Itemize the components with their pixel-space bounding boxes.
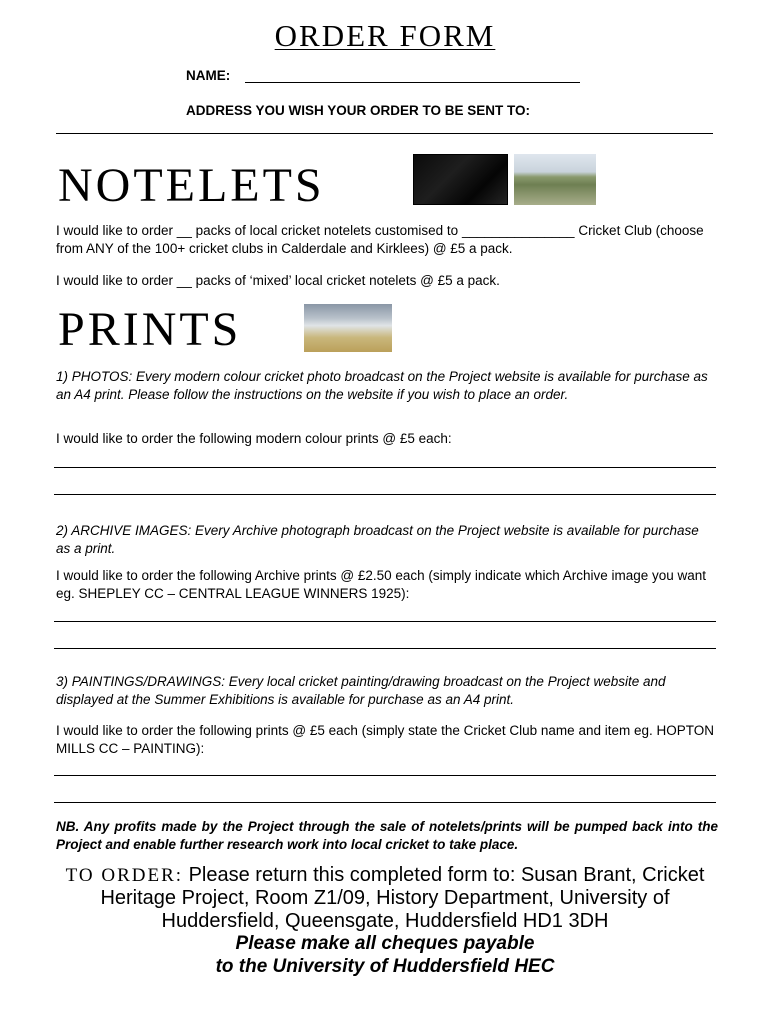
archive-order-text: I would like to order the following Archive prints @ £2.50 each (simply indicate which Archive image you want eg. SHEPLEY CC – CENTRAL LEAGUE WINNERS 1925): — [56, 568, 707, 601]
prints-heading: PRINTS — [58, 303, 242, 356]
notelet-photo-ground — [514, 154, 596, 205]
notelets-mixed-order-text: I would like to order __ packs of ‘mixed’ local cricket notelets @ £5 a pack. — [56, 273, 500, 288]
address-label: ADDRESS YOU WISH YOUR ORDER TO BE SENT TO: — [186, 103, 531, 118]
notelets-custom-order-text: I would like to order __ packs of local cricket notelets customised to _______________ Cricket Club (choose from ANY of the 100+ cricket clubs in Calderdale and Kirklees) @ £5 a pack. — [56, 223, 704, 256]
notelets-heading: NOTELETS — [58, 159, 325, 212]
to-order-address: Please return this completed form to: Susan Brant, Cricket Heritage Project, Room Z1/09, History Department, University of Huddersfield, Queensgate, Huddersfield HD1 3DH — [100, 864, 705, 932]
to-order-instructions — [40, 864, 730, 933]
page-title: ORDER FORM — [274, 18, 496, 53]
paintings-description: 3) PAINTINGS/DRAWINGS: Every local cricket painting/drawing broadcast on the Project website and displayed at the Summer Exhibitions is available for purchase as an A4 print. — [56, 674, 666, 707]
cheques-note — [40, 932, 730, 978]
photos-write-line[interactable] — [54, 494, 716, 495]
to-order-lead: TO ORDER: — [65, 865, 184, 886]
name-label: NAME: — [186, 68, 231, 83]
cheques-line-1: Please make all cheques payable — [235, 933, 535, 954]
cheques-line-2: to the University of Huddersfield HEC — [215, 956, 555, 977]
profits-note: NB. Any profits made by the Project through the sale of notelets/prints will be pumped back into the Project and enable further research work into local cricket to take place. — [56, 819, 718, 852]
paintings-write-line[interactable] — [54, 802, 716, 803]
notelet-photo-night — [413, 154, 508, 205]
paintings-write-line[interactable] — [54, 775, 716, 776]
archive-write-line[interactable] — [54, 621, 716, 622]
archive-write-line[interactable] — [54, 648, 716, 649]
paintings-order-text: I would like to order the following prints @ £5 each (simply state the Cricket Club name and item eg. HOPTON MILLS CC – PAINTING): — [56, 723, 714, 756]
prints-photo-pavilion — [304, 304, 392, 352]
address-field-line[interactable] — [56, 133, 713, 134]
name-field-line[interactable] — [245, 82, 580, 83]
photos-description: 1) PHOTOS: Every modern colour cricket photo broadcast on the Project website is available for purchase as an A4 print. Please follow the instructions on the website if you wish to place an order. — [56, 369, 708, 402]
photos-write-line[interactable] — [54, 467, 716, 468]
photos-order-text: I would like to order the following modern colour prints @ £5 each: — [56, 431, 452, 446]
archive-description: 2) ARCHIVE IMAGES: Every Archive photograph broadcast on the Project website is available for purchase as a print. — [56, 523, 699, 556]
